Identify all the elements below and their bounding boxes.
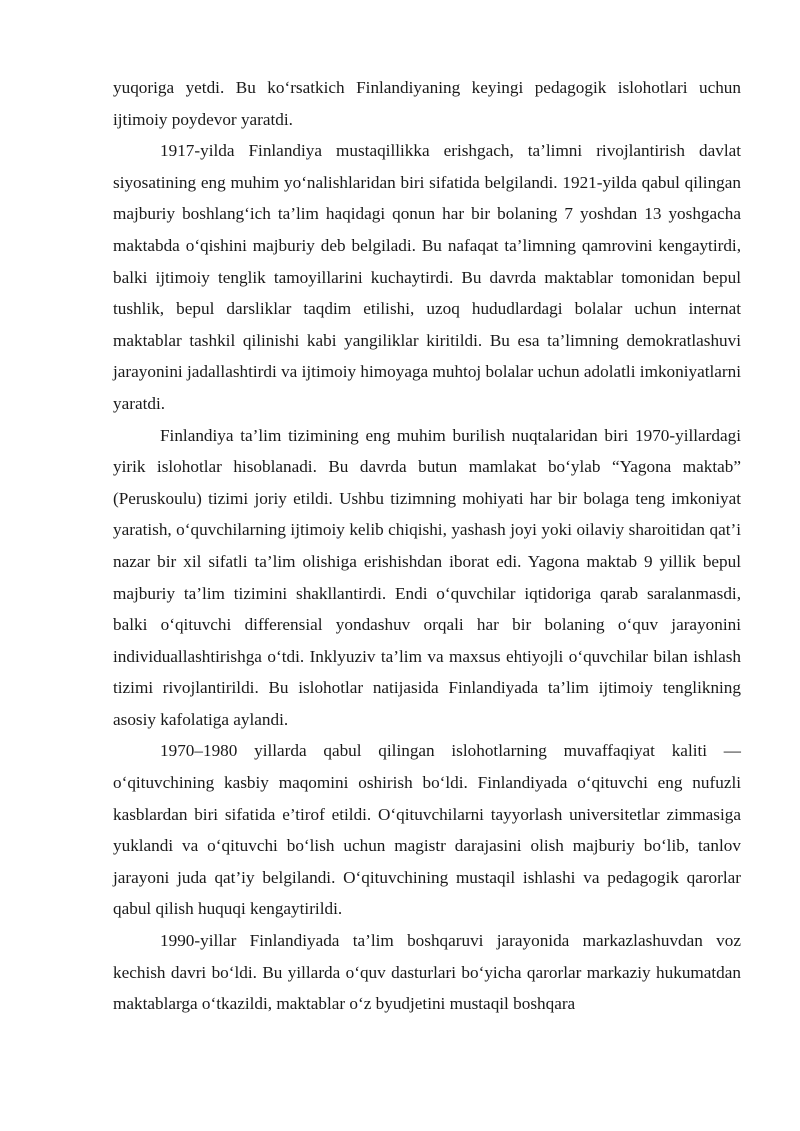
paragraph-2: 1917-yilda Finlandiya mustaqillikka erishgach, ta’limni rivojlantirish davlat siyosatining eng muhim yo‘nalishlaridan biri sifatida belgilandi. 1921-yilda qabul qilingan majburiy boshlang‘ich ta’lim haqidagi qonun har bir bolaning 7 yoshdan 13 yoshgacha maktabda o‘qishini majburiy deb belgiladi. Bu nafaqat ta’limning qamrovini kengaytirdi, balki ijtimoiy tenglik tamoyillarini kuchaytirdi. Bu davrda maktablar tomonidan bepul tushlik, bepul darsliklar taqdim etilishi, uzoq hududlardagi bolalar uchun internat maktablar tashkil qilinishi kabi yangiliklar kiritildi. Bu esa ta’limning demokratlashuvi jarayonini jadallashtirdi va ijtimoiy himoyaga muhtoj bolalar uchun adolatli imkoniyatlarni yaratdi. bbox=[113, 141, 741, 413]
paragraph-4: 1970–1980 yillarda qabul qilingan islohotlarning muvaffaqiyat kaliti — o‘qituvchining kasbiy maqomini oshirish bo‘ldi. Finlandiyada o‘qituvchi eng nufuzli kasblardan biri sifatida e’tirof etildi. O‘qituvchilarni tayyorlash universitetlar zimmasiga yuklandi va o‘qituvchi bo‘lish uchun magistr darajasini olish majburiy bo‘lib, tanlov jarayoni juda qat’iy belgilandi. O‘qituvchining mustaqil ishlashi va pedagogik qarorlar qabul qilish huquqi kengaytirildi. bbox=[113, 741, 741, 919]
paragraph-3: Finlandiya ta’lim tizimining eng muhim burilish nuqtalaridan biri 1970-yillardagi yirik islohotlar hisoblanadi. Bu davrda butun mamlakat bo‘ylab “Yagona maktab” (Peruskoulu) tizimi joriy etildi. Ushbu tizimning mohiyati har bir bolaga teng imkoniyat yaratish, o‘quvchilarning ijtimoiy kelib chiqishi, yashash joyi yoki oilaviy sharoitidan qat’i nazar bir xil sifatli ta’lim olishiga erishishdan iborat edi. Yagona maktab 9 yillik bepul majburiy ta’lim tizimini shakllantirdi. Endi o‘quvchilar iqtidoriga qarab saralanmasdi, balki o‘qituvchi differensial yondashuv orqali har bir bolaning o‘quv jarayonini individuallashtirishga o‘tdi. Inklyuziv ta’lim va maxsus ehtiyojli o‘quvchilar bilan ishlash tizimi rivojlantirildi. Bu islohotlar natijasida Finlandiyada ta’lim ijtimoiy tenglikning asosiy kafolatiga aylandi. bbox=[113, 425, 741, 729]
paragraph-1: yuqoriga yetdi. Bu ko‘rsatkich Finlandiyaning keyingi pedagogik islohotlari uchun ijtimoiy poydevor yaratdi. bbox=[113, 78, 741, 129]
document-page bbox=[113, 72, 741, 1020]
paragraph-5: 1990-yillar Finlandiyada ta’lim boshqaruvi jarayonida markazlashuvdan voz kechish davri bo‘ldi. Bu yillarda o‘quv dasturlari bo‘yicha qarorlar markaziy hukumatdan maktablarga o‘tkazildi, maktablar o‘z byudjetini mustaqil boshqara bbox=[113, 931, 741, 1014]
